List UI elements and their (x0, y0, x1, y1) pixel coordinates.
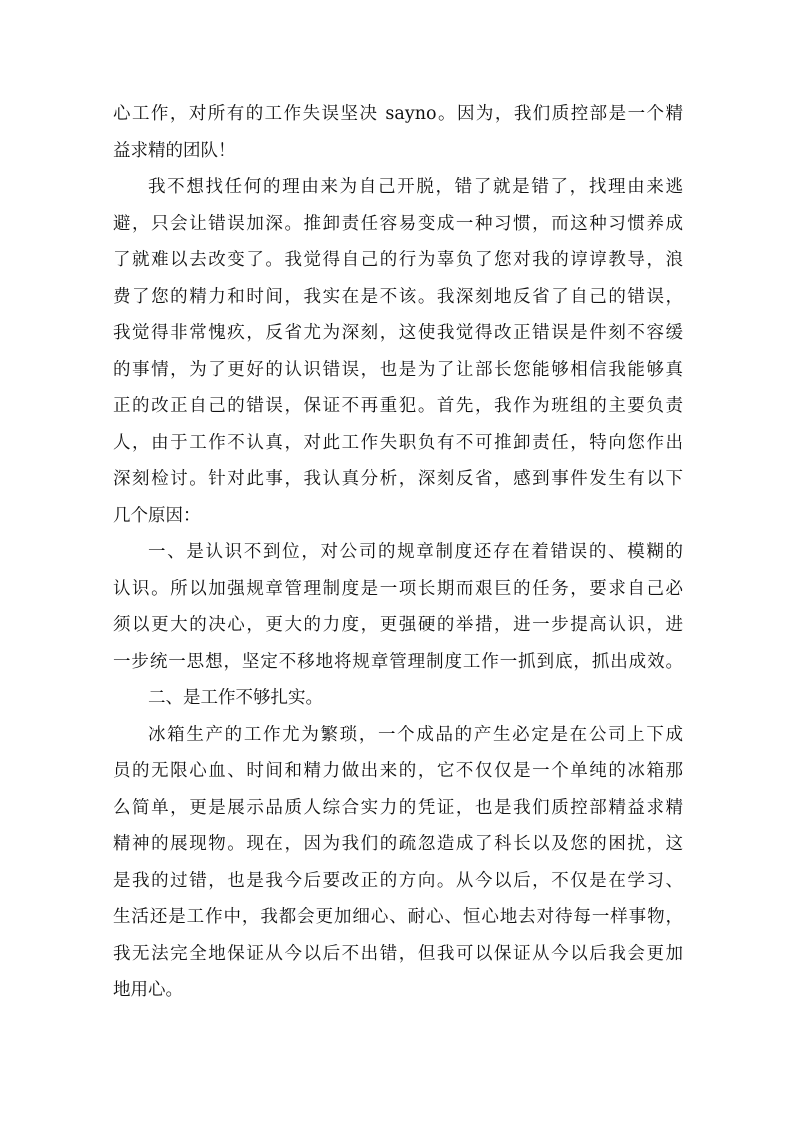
text-line: 生活还是工作中，我都会更加细心、耐心、恒心地去对待每一样事物， (113, 907, 683, 927)
text-line: 是我的过错，也是我今后要改正的方向。从今以后，不仅是在学习、 (113, 870, 683, 891)
text-line: 认识。所以加强规章管理制度是一项长期而艰巨的任务，要求自己必 (113, 578, 683, 599)
document-body (113, 96, 683, 1009)
text-line: 心工作，对所有的工作失误坚决 sayno。因为，我们质控部是一个精 (113, 104, 683, 124)
text-line: 一、是认识不到位，对公司的规章制度还存在着错误的、模糊的 (148, 542, 683, 562)
text-line: 正的改正自己的错误，保证不再重犯。首先，我作为班组的主要负责 (113, 396, 683, 416)
text-line: 须以更大的决心，更大的力度，更强硬的举措，进一步提高认识，进 (113, 615, 683, 635)
text-line: 二、是工作不够扎实。 (148, 688, 323, 708)
text-line: 我不想找任何的理由来为自己开脱，错了就是错了，找理由来逃 (148, 177, 683, 197)
text-line: 几个原因： (113, 505, 201, 526)
text-line: 一步统一思想，坚定不移地将规章管理制度工作一抓到底，抓出成效。 (113, 651, 683, 672)
text-line: 费了您的精力和时间，我实在是不该。我深刻地反省了自己的错误， (113, 286, 683, 307)
text-line: 的事情，为了更好的认识错误，也是为了让部长您能够相信我能够真 (113, 359, 683, 380)
text-line: 员的无限心血、时间和精力做出来的，它不仅仅是一个单纯的冰箱那 (113, 761, 683, 781)
text-line: 人，由于工作不认真，对此工作失职负有不可推卸责任，特向您作出 (113, 432, 683, 453)
text-line: 我觉得非常愧疚，反省尤为深刻，这使我觉得改正错误是件刻不容缓 (113, 323, 683, 343)
text-line: 避，只会让错误加深。推卸责任容易变成一种习惯，而这种习惯养成 (113, 213, 683, 234)
text-line: 深刻检讨。针对此事，我认真分析，深刻反省，感到事件发生有以下 (113, 469, 683, 489)
text-line: 精神的展现物。现在，因为我们的疏忽造成了科长以及您的困扰，这 (113, 834, 683, 854)
text-line: 益求精的团队！ (113, 140, 236, 161)
text-line: 地用心。 (113, 980, 183, 1000)
text-line: 了就难以去改变了。我觉得自己的行为辜负了您对我的谆谆教导，浪 (113, 250, 683, 270)
text-line: 么简单，更是展示品质人综合实力的凭证，也是我们质控部精益求精 (113, 797, 683, 818)
text-line: 我无法完全地保证从今以后不出错，但我可以保证从今以后我会更加 (113, 943, 683, 964)
text-line: 冰箱生产的工作尤为繁琐，一个成品的产生必定是在公司上下成 (148, 724, 683, 745)
